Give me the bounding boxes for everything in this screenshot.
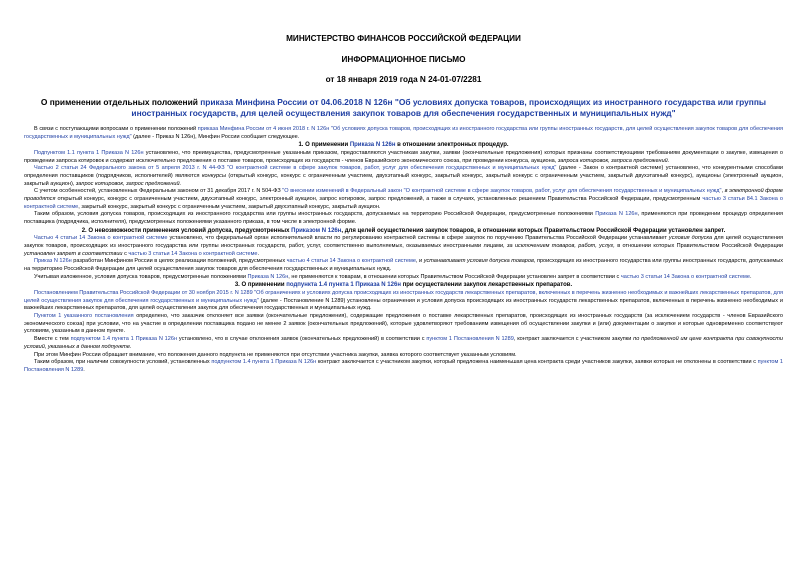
order-126n-link[interactable]: Приказа N 126н [595, 211, 638, 218]
ministry-name: МИНИСТЕРСТВО ФИНАНСОВ РОССИЙСКОЙ ФЕДЕРАЦИИ [286, 34, 521, 43]
text: 1. О применении [298, 142, 350, 149]
text: 2. О невозможности применения условий допуска, предусмотренных [81, 227, 292, 234]
text: (далее - Закон о контрактной системе) установлено, что конкурентными способами определения поставщиков (подрядчиков, исполнителей) являются [24, 165, 783, 179]
law-504fz-link[interactable]: "О внесении изменений в Федеральный закон "О контрактной системе в сфере закупок товаров, работ, услуг для обеспечения государственных и муниципальных нужд" [282, 188, 722, 195]
text: , и [415, 258, 424, 265]
text-italic: запроса котировок, запроса предложений. [557, 157, 670, 164]
text-italic: устанавливает условия допуска товаров [423, 258, 534, 265]
resolution-point-1-link[interactable]: пунктом 1 Постановления N 1289 [426, 336, 514, 343]
text: В связи с поступающими вопросами о применении положений [34, 126, 198, 132]
text: , контракт заключается с участником закупки [513, 336, 634, 343]
text: , применяются при проведении процедур определения поставщика (подрядчика, исполнителя), предусмотренных положениями указанного приказа, в том числе в электронной форме. [24, 211, 783, 226]
document-date-number: от 18 января 2019 года N 24-01-07/2281 [325, 75, 482, 84]
article-14-4-link[interactable]: частью 4 статьи 14 Закона о контрактной системе [286, 258, 416, 265]
text: . [83, 366, 85, 373]
text: разработан Минфином России в целях реализации положений, предусмотренных [71, 258, 287, 265]
paragraph [24, 290, 783, 313]
paragraph [24, 165, 783, 188]
text: (далее - Приказ N 126н), Минфин России сообщает следующее. [131, 133, 300, 140]
text: установлено, что в случае отклонения заявок (окончательных предложений) в соответствии с [177, 336, 427, 343]
article-14-3-link[interactable]: частью 3 статьи 14 Закона о контрактной системе [128, 250, 258, 257]
section-2-heading [24, 227, 783, 235]
text: контракт заключается с участником закупки, который предложена наименьшая цена контракта среди участников закупки, заявки которых не отклонены в соответствии с [316, 359, 758, 366]
paragraph [24, 313, 783, 336]
law-44fz-link[interactable]: Частью 2 статьи 24 Федерального закона от 5 апреля 2013 г. N 44-ФЗ "О контрактной системе в сфере закупок товаров, работ, услуг для обеспечения государственных и муниципальных нужд" [34, 165, 557, 172]
text: При этом Минфин России обращает внимание, что положения данного подпункта не применяются при отсутствии участника закупки, заявка которого соответствует указанным условиям. [34, 351, 517, 358]
paragraph [24, 258, 783, 273]
order-126n-link[interactable]: Приказа N 126н [349, 142, 396, 149]
subclause-1-4-link[interactable]: подпунктом 1.4 пункта 1 Приказа N 126н [70, 336, 178, 343]
text: С учетом особенностей, установленных Федеральным законом от 31 декабря 2017 г. N 504-ФЗ [34, 188, 283, 195]
title-prefix: О применении отдельных положений [40, 97, 201, 107]
subclause-1-4-link[interactable]: подпункта 1.4 пункта 1 Приказа N 126н [286, 282, 401, 289]
title-order-link[interactable]: приказа Минфина России от 04.06.2018 N 126н "Об условиях допуска товаров, происходящих из иностранного государства или группы иностранных государств, для целей осуществления закупок товаров для обеспечения государственных и муниципальных нужд" [131, 97, 767, 118]
paragraph [24, 150, 783, 165]
resolution-1289-link[interactable]: Постановлением Правительства Российской Федерации от 30 ноября 2015 г. N 1289 "Об ограничениях и условиях допуска происходящих из иностранных государств лекарственных препаратов, включенных в перечень жизненно необходимых и важнейших лекарственных препаратов, для целей осуществления закупок для обеспечения государственных и муниципальных нужд" [24, 289, 783, 304]
text-italic: за исключением товаров, работ, услуг, [506, 242, 615, 249]
paragraph [24, 235, 783, 258]
text: 3. О применении [234, 282, 287, 289]
text: Вместе с тем [34, 336, 71, 343]
text-italic: в электронной форме проводятся [24, 188, 783, 203]
text: . [257, 250, 260, 257]
text: при осуществлении закупок лекарственных препаратов. [400, 282, 573, 289]
paragraph [24, 274, 783, 282]
text: Таким образом, условия допуска товаров, происходящих из иностранного государства или группы иностранных государств, допускаемых на территорию Российской Федерации, предусмотренные положениями [34, 211, 596, 218]
text: , происходящих из иностранного государства или группы иностранных государств, допускаемых на территорию Российской Федерации для целей осуществления закупок товаров для обеспечения государственных и муниципальных нужд. [24, 258, 783, 273]
text-italic: условия допуска [668, 235, 713, 242]
text: в отношении которых Правительством Российской Федерации [614, 242, 783, 249]
text-italic: запрос котировок, запрос предложений. [75, 180, 182, 187]
order-126n-link[interactable]: Приказом N 126н [291, 227, 342, 234]
text: , [721, 188, 725, 195]
text: в отношении электронных процедур. [395, 142, 509, 149]
text-italic: конкурсы [201, 172, 227, 179]
text: установлено, что преимущества, предусмотренные указанным приказом, предоставляются участникам закупки, заявки (окончательные предложения) которых признаны соответствующими требованиям документации о закупке, извещения о проведении запроса котировок и содержат исключительно предложения о поставке товаров, происходящих из государств - членов Евразийского экономического союза, при проведении конкурса, аукциона, [24, 149, 783, 164]
article-14-4-link[interactable]: Частью 4 статьи 14 Закона о контрактной системе [34, 235, 168, 242]
text: определено, что заказчик отклоняет все заявки (окончательные предложения), содержащие предложения о поставке лекарственных препаратов, происходящих из иностранных государств (за исключением государств - членов Евразийского экономического союза) при условии, что на участие в определении поставщика подано не менее 2 заявок (окончательных предложений), которые удовлетворяют требованиям извещения об осуществлении закупки и (или) документации о закупке и которые одновременно соответствуют условиям, указанным в данном пункте. [24, 312, 784, 335]
paragraph [24, 336, 783, 351]
order-126n-link[interactable]: Приказа N 126н [247, 273, 289, 280]
section-1-heading [24, 141, 783, 149]
text: для целей осуществления закупок товаров, происходящих из иностранного государства или группы иностранных государств, работ, услуг, соответственно выполняемых, оказываемых иностранными лицами, [24, 235, 784, 249]
text: Учитывая изложенное, условия допуска товаров, предусмотренные положениями [34, 273, 248, 280]
paragraph [24, 359, 783, 374]
section-3-heading [24, 281, 783, 289]
document-title [20, 97, 787, 119]
text: (открытый конкурс, конкурс с ограниченным участием, двухэтапный конкурс, закрытый конкурс, закрытый конкурс с ограниченным участием, закрытый двухэтапный конкурс), аукционы (электронный аукцион, закрытый аукцион), [24, 172, 784, 187]
resolution-point-1-link[interactable]: пунктом 1 Постановления N 1289 [24, 359, 784, 373]
text: Таким образом, при наличии совокупности условий, установленных [34, 359, 212, 366]
order-126n-link[interactable]: Приказ N 126н [34, 258, 72, 265]
text-italic: установлен запрет в соответствии [24, 250, 123, 257]
text: с [122, 250, 129, 257]
document-type: ИНФОРМАЦИОННОЕ ПИСЬМО [341, 55, 466, 64]
paragraph-intro [24, 126, 783, 141]
subclause-1-4-link[interactable]: подпунктом 1.4 пункта 1 Приказа N 126н [211, 359, 317, 366]
article-14-3-link[interactable]: частью 3 статьи 14 Закона о контрактной системе [620, 273, 750, 280]
text: , для целей осуществления закупок товаров, в отношении которых Правительством Российской Федерации установлен запрет. [341, 227, 726, 234]
text: открытый конкурс, конкурс с ограниченным участием, двухэтапный конкурс, электронный аукцион, запрос котировок, запрос предложений, а также в случаях, установленных решением Правительства Российской Федерации, предусмотренным [55, 196, 703, 203]
text-italic: по предложенной им цене контракта при совокупности условий, указанных в данном подпункте. [24, 336, 784, 350]
text: (далее - Постановление N 1289) установлены ограничения и условия допуска происходящих из иностранных государств лекарственных препаратов, включенных в перечень жизненно необходимых и важнейших лекарственных препаратов, для целей осуществления закупок для обеспечения государственных и муниципальных нужд. [24, 297, 783, 312]
paragraph [24, 211, 783, 226]
subclause-1-1-link[interactable]: Подпунктом 1.1 пункта 1 Приказа N 126н [34, 149, 144, 156]
text: , не применяются к товарам, в отношении которых Правительством Российской Федерации установлен запрет в соответствии с [288, 273, 621, 280]
text: , закрытый конкурс, закрытый конкурс с ограниченным участием, закрытый двухэтапный конкурс, закрытый аукцион. [78, 203, 381, 210]
document-body [24, 126, 783, 375]
order-126n-link[interactable]: приказа Минфина России от 4 июня 2018 г. N 126н "Об условиях допуска товаров, происходящих из иностранного государства или группы иностранных государств, для целей осуществления закупок товаров для обеспечения государственных и муниципальных нужд" [24, 126, 783, 140]
text: установлено, что федеральный орган исполнительной власти по регулированию контрактной системы в сфере закупок по поручению Правительства Российской Федерации устанавливает [167, 235, 669, 242]
resolution-point-1-link[interactable]: Пунктом 1 указанного постановления [34, 312, 134, 319]
paragraph [24, 188, 783, 211]
article-84-1-link[interactable]: частью 3 статьи 84.1 Закона о контрактной системе [24, 196, 783, 210]
text: . [749, 273, 752, 280]
